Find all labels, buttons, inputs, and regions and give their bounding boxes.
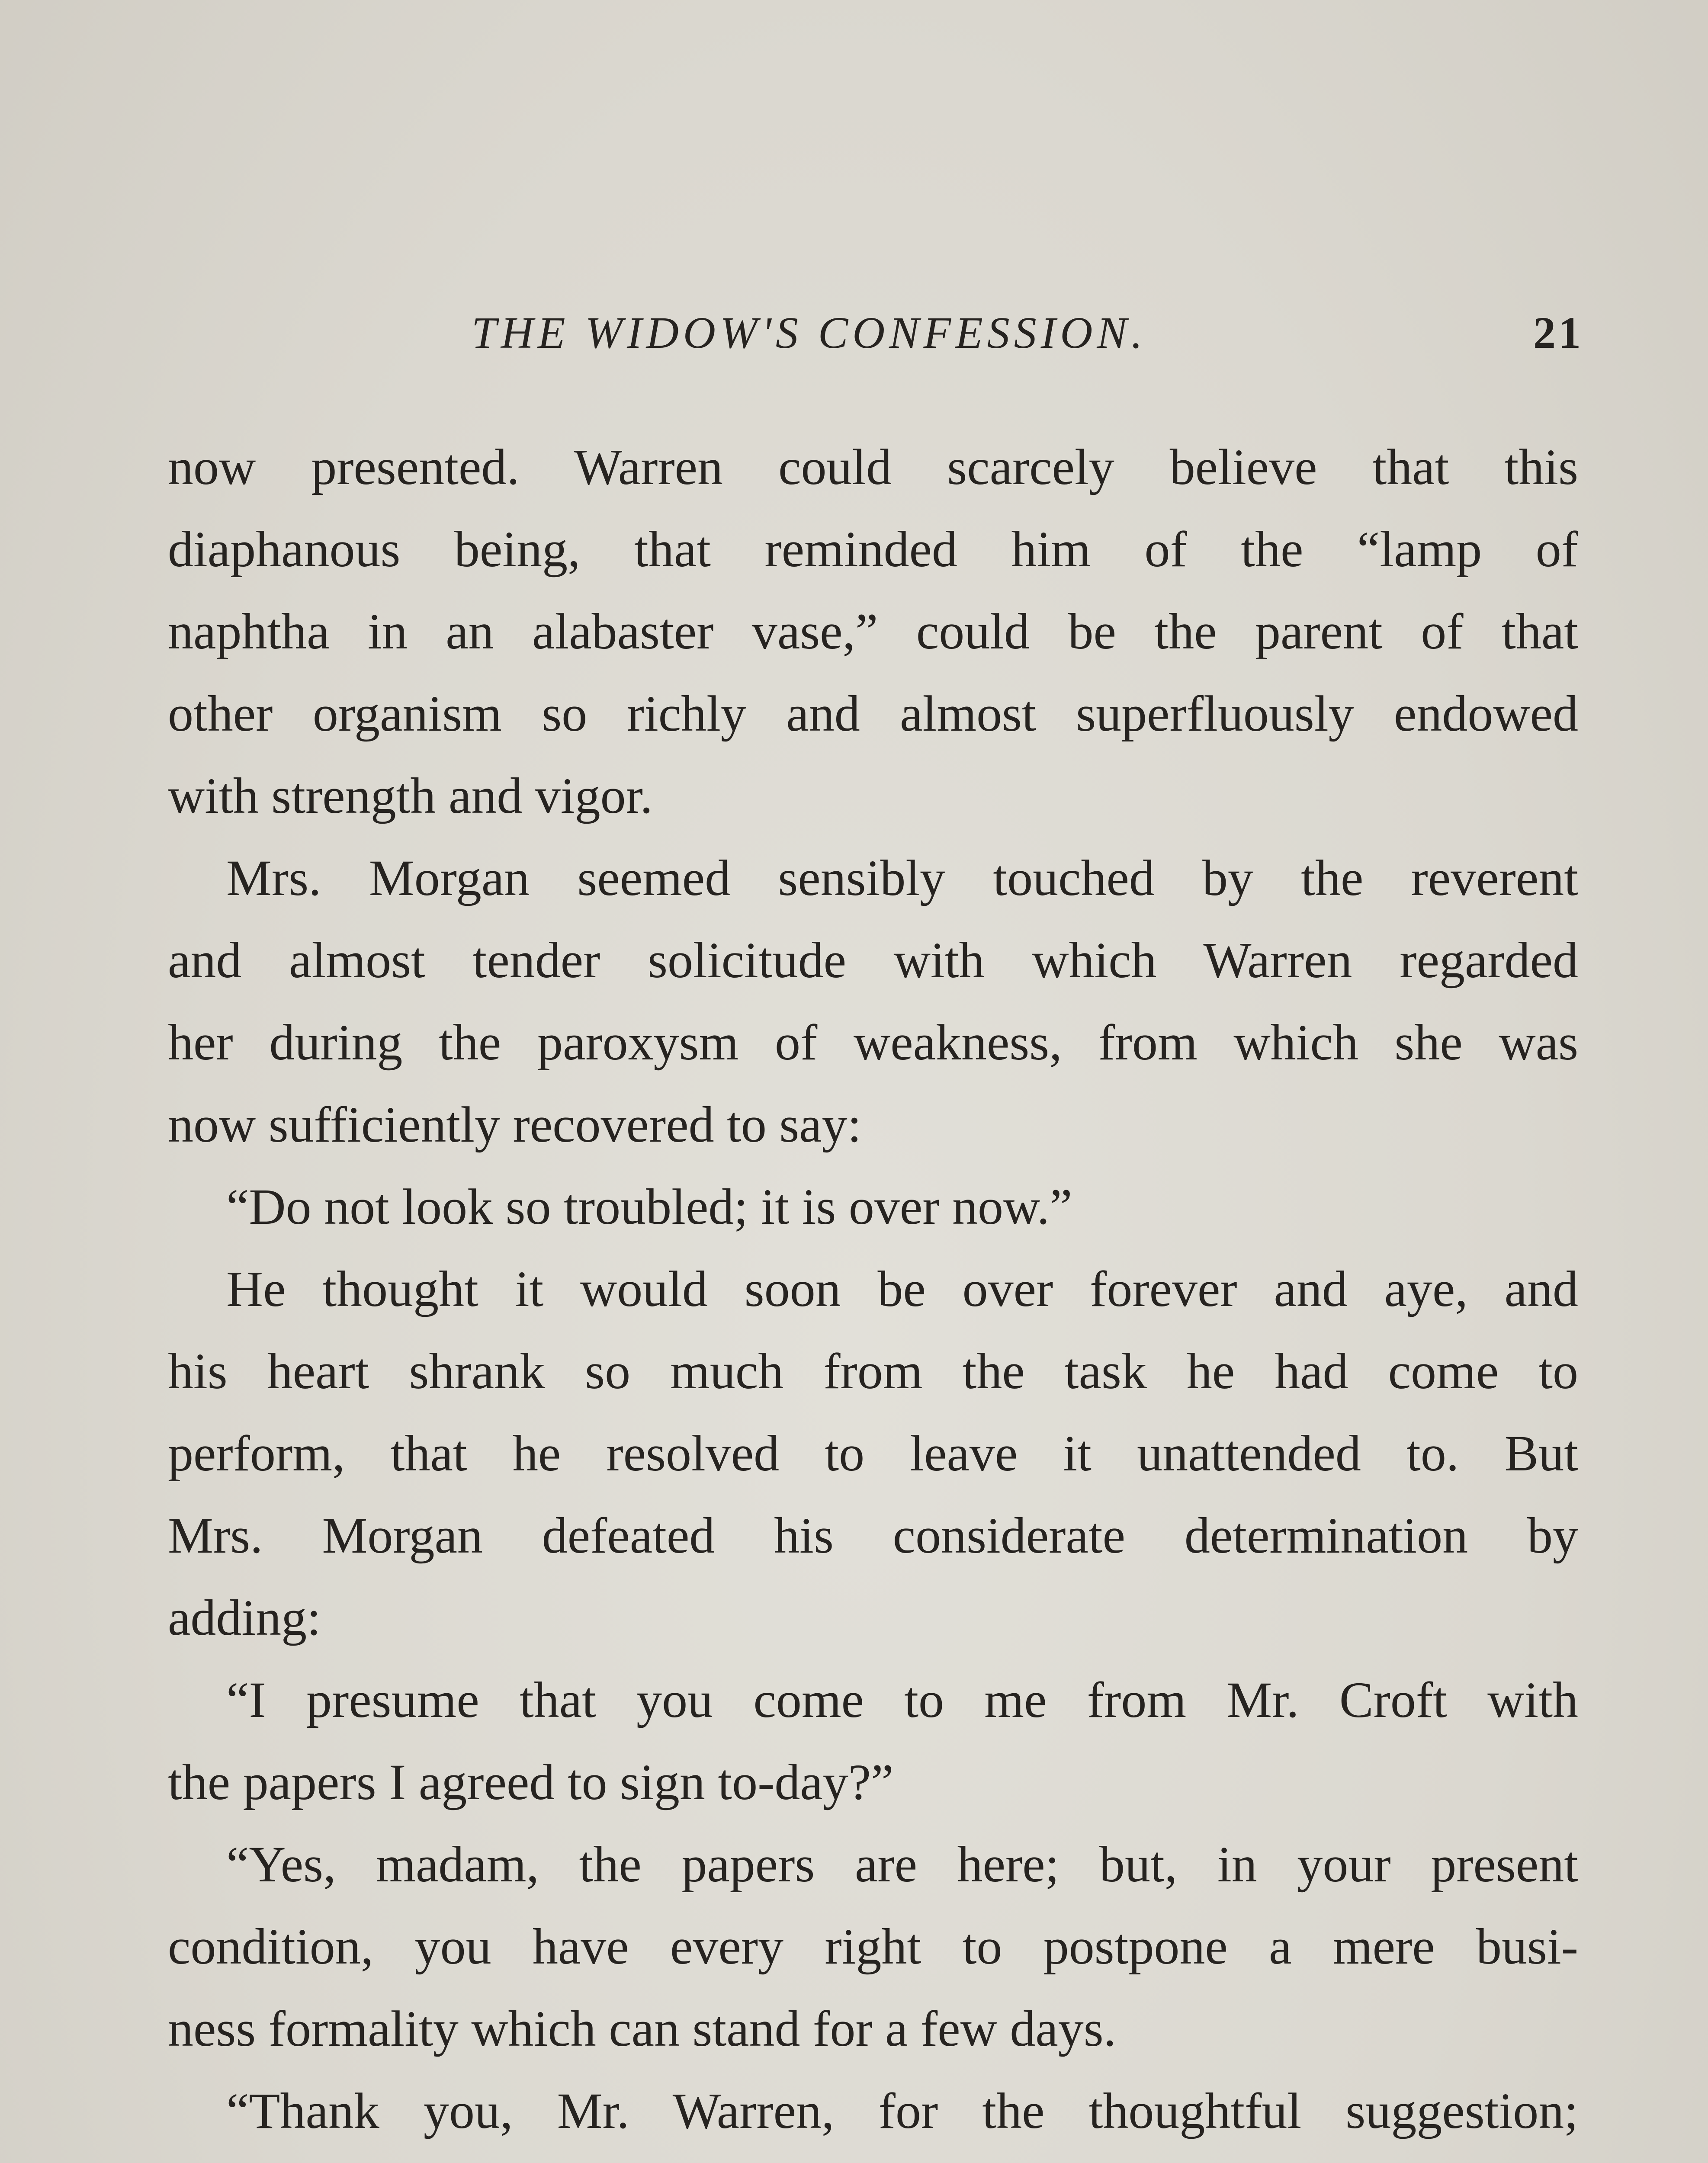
page-number: 21 (1533, 308, 1583, 358)
text-line: “Yes, madam, the papers are here; but, in your present (226, 1836, 1578, 1893)
text-line: now sufficiently recovered to say: (168, 1096, 862, 1153)
text-line: perform, that he resolved to leave it unattended to. But (168, 1425, 1578, 1482)
text-line: the papers I agreed to sign to-day?” (168, 1754, 894, 1810)
text-line: his heart shrank so much from the task he had come to (168, 1343, 1578, 1399)
text-line: diaphanous being, that reminded him of the “lamp of (168, 521, 1578, 578)
text-line (168, 2152, 1578, 2163)
text-line: her during the paroxysm of weakness, from which she was (168, 1014, 1578, 1071)
text-line: “Thank you, Mr. Warren, for the thoughtful suggestion; (226, 2083, 1578, 2139)
text-line: adding: (168, 1589, 321, 1646)
text-line: now presented. Warren could scarcely believe that this (168, 439, 1578, 495)
running-head (169, 298, 1583, 368)
text-line: “I presume that you come to me from Mr. Croft with (226, 1672, 1578, 1728)
text-line: naphtha in an alabaster vase,” could be the parent of that (168, 603, 1578, 660)
text-line: other organism so richly and almost superfluously endowed (168, 685, 1578, 742)
text-line: “Do not look so troubled; it is over now.” (226, 1178, 1072, 1235)
running-title: THE WIDOW'S CONFESSION. (472, 308, 1147, 358)
text-line: ness formality which can stand for a few days. (168, 2000, 1117, 2057)
text-line: with strength and vigor. (168, 767, 653, 824)
text-line: condition, you have every right to postpone a mere busi- (168, 1918, 1578, 1975)
text-line: and almost tender solicitude with which Warren regarded (168, 932, 1578, 988)
body-text (168, 426, 1578, 2163)
text-line: Mrs. Morgan seemed sensibly touched by the reverent (226, 850, 1578, 906)
text-line: Mrs. Morgan defeated his considerate determination by (168, 1507, 1578, 1564)
text-line: He thought it would soon be over forever and aye, and (226, 1261, 1578, 1317)
